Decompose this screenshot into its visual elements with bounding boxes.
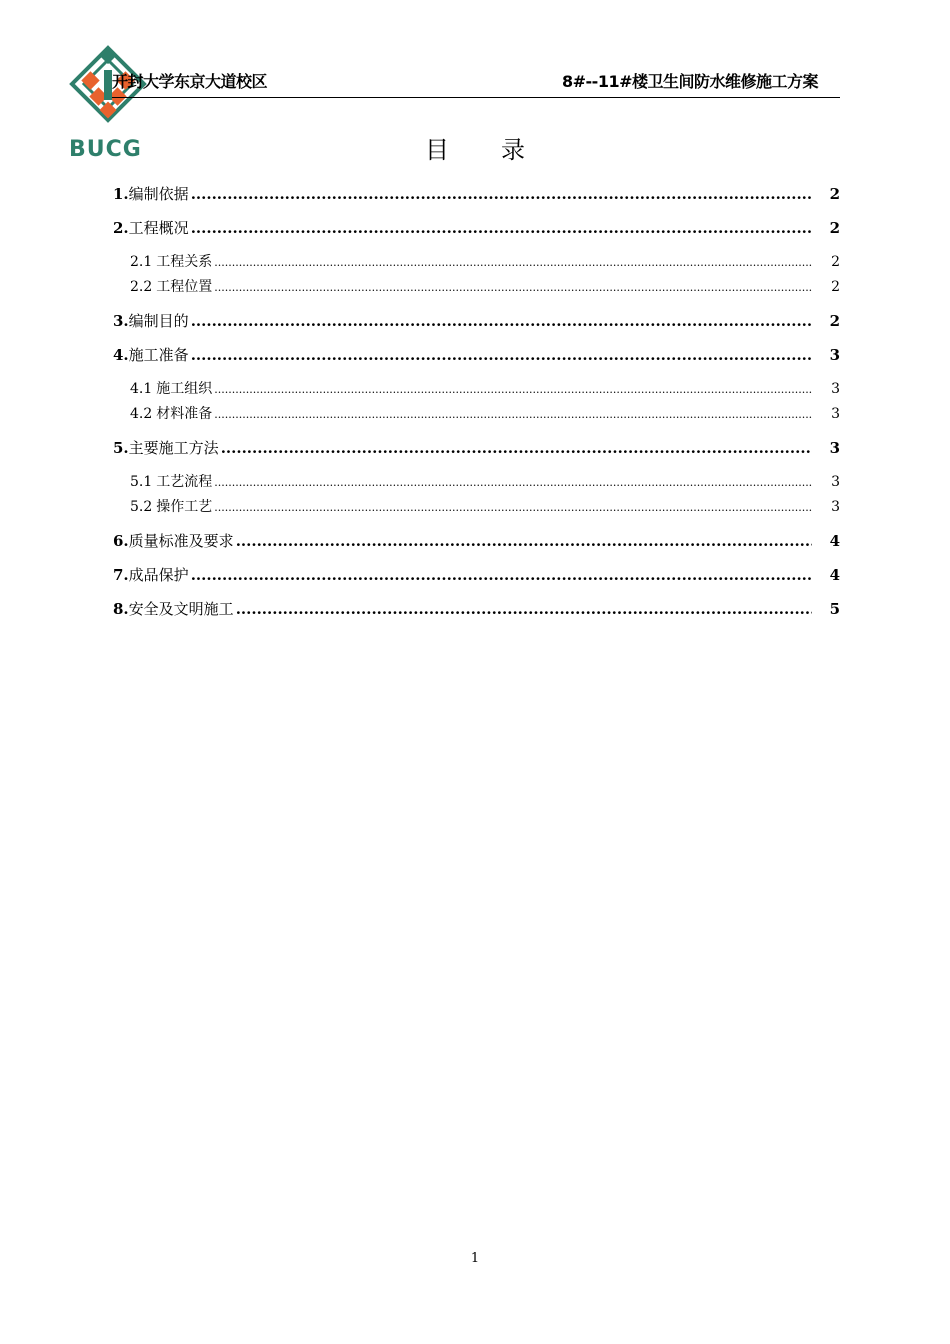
header-left-title: 开封大学东京大道校区 bbox=[112, 72, 268, 91]
toc-entry-number: 1. bbox=[113, 185, 129, 203]
toc-entry-label: 工艺流程 bbox=[156, 474, 213, 490]
toc-entry-number: 4.2 bbox=[130, 406, 153, 422]
toc-entry-label: 编制目的 bbox=[128, 312, 189, 330]
toc-entry[interactable] bbox=[113, 251, 840, 276]
toc-dot-leader bbox=[214, 281, 812, 294]
toc-entry-page: 3 bbox=[829, 346, 840, 364]
toc-entry-number: 5.2 bbox=[130, 499, 153, 515]
toc-entry-page: 2 bbox=[829, 219, 840, 237]
toc-entry[interactable] bbox=[113, 564, 840, 589]
toc-entry-label: 工程概况 bbox=[128, 219, 189, 237]
toc-entry[interactable] bbox=[113, 183, 840, 208]
toc-entry[interactable] bbox=[113, 403, 840, 428]
toc-dot-leader bbox=[236, 532, 812, 550]
logo-text: BUCG bbox=[69, 137, 142, 160]
toc-entry[interactable] bbox=[113, 217, 840, 242]
toc-entry-number: 7. bbox=[113, 566, 129, 584]
toc-entry-page: 3 bbox=[831, 381, 840, 397]
toc-entry-number: 8. bbox=[113, 600, 129, 618]
toc-dot-leader bbox=[191, 219, 812, 237]
toc-entry[interactable] bbox=[113, 310, 840, 335]
toc-entry-number: 4.1 bbox=[130, 381, 153, 397]
toc-entry-number: 3. bbox=[113, 312, 129, 330]
toc-entry[interactable] bbox=[113, 276, 840, 301]
toc-entry-number: 6. bbox=[113, 532, 129, 550]
toc-entry-label: 施工组织 bbox=[156, 381, 213, 397]
toc-entry-page: 3 bbox=[831, 474, 840, 490]
toc-entry-page: 4 bbox=[829, 532, 840, 550]
toc-entry-number: 5.1 bbox=[130, 474, 153, 490]
toc-entry-label: 材料准备 bbox=[156, 406, 213, 422]
toc-entry-label: 操作工艺 bbox=[156, 499, 213, 515]
toc-dot-leader bbox=[191, 185, 812, 203]
toc-dot-leader bbox=[191, 346, 812, 364]
toc-dot-leader bbox=[214, 501, 812, 514]
toc-entry[interactable] bbox=[113, 471, 840, 496]
toc-entry[interactable] bbox=[113, 598, 840, 623]
toc-entry[interactable] bbox=[113, 530, 840, 555]
table-of-contents bbox=[113, 183, 840, 623]
toc-entry-label: 质量标准及要求 bbox=[128, 532, 234, 550]
header-right-title: 8#--11#楼卫生间防水维修施工方案 bbox=[562, 72, 818, 91]
toc-entry[interactable] bbox=[113, 437, 840, 462]
toc-entry-page: 3 bbox=[829, 439, 840, 457]
toc-dot-leader bbox=[221, 439, 812, 457]
toc-entry[interactable] bbox=[113, 344, 840, 369]
toc-entry-label: 主要施工方法 bbox=[128, 439, 219, 457]
toc-entry-page: 2 bbox=[829, 312, 840, 330]
toc-entry-label: 施工准备 bbox=[128, 346, 189, 364]
toc-entry-page: 5 bbox=[829, 600, 840, 618]
toc-entry-number: 5. bbox=[113, 439, 129, 457]
toc-entry-label: 工程位置 bbox=[156, 279, 213, 295]
toc-dot-leader bbox=[236, 600, 812, 618]
header-rule bbox=[112, 97, 840, 98]
toc-entry-page: 2 bbox=[829, 185, 840, 203]
toc-dot-leader bbox=[214, 256, 812, 269]
toc-entry-label: 安全及文明施工 bbox=[128, 600, 234, 618]
toc-entry-label: 工程关系 bbox=[156, 254, 213, 270]
toc-entry-page: 2 bbox=[831, 254, 840, 270]
toc-entry-page: 3 bbox=[831, 406, 840, 422]
toc-dot-leader bbox=[214, 383, 812, 396]
footer-page-number: 1 bbox=[470, 1251, 480, 1266]
toc-entry-number: 4. bbox=[113, 346, 129, 364]
toc-entry[interactable] bbox=[113, 378, 840, 403]
toc-entry-label: 成品保护 bbox=[128, 566, 189, 584]
toc-entry-number: 2.1 bbox=[130, 254, 153, 270]
toc-entry[interactable] bbox=[113, 496, 840, 521]
toc-entry-number: 2. bbox=[113, 219, 129, 237]
toc-dot-leader bbox=[214, 408, 812, 421]
toc-entry-page: 4 bbox=[829, 566, 840, 584]
page-title: 目录 bbox=[425, 136, 577, 164]
toc-dot-leader bbox=[191, 566, 812, 584]
toc-entry-label: 编制依据 bbox=[128, 185, 189, 203]
toc-entry-number: 2.2 bbox=[130, 279, 153, 295]
toc-entry-page: 3 bbox=[831, 499, 840, 515]
toc-dot-leader bbox=[214, 476, 812, 489]
toc-dot-leader bbox=[191, 312, 812, 330]
toc-entry-page: 2 bbox=[831, 279, 840, 295]
